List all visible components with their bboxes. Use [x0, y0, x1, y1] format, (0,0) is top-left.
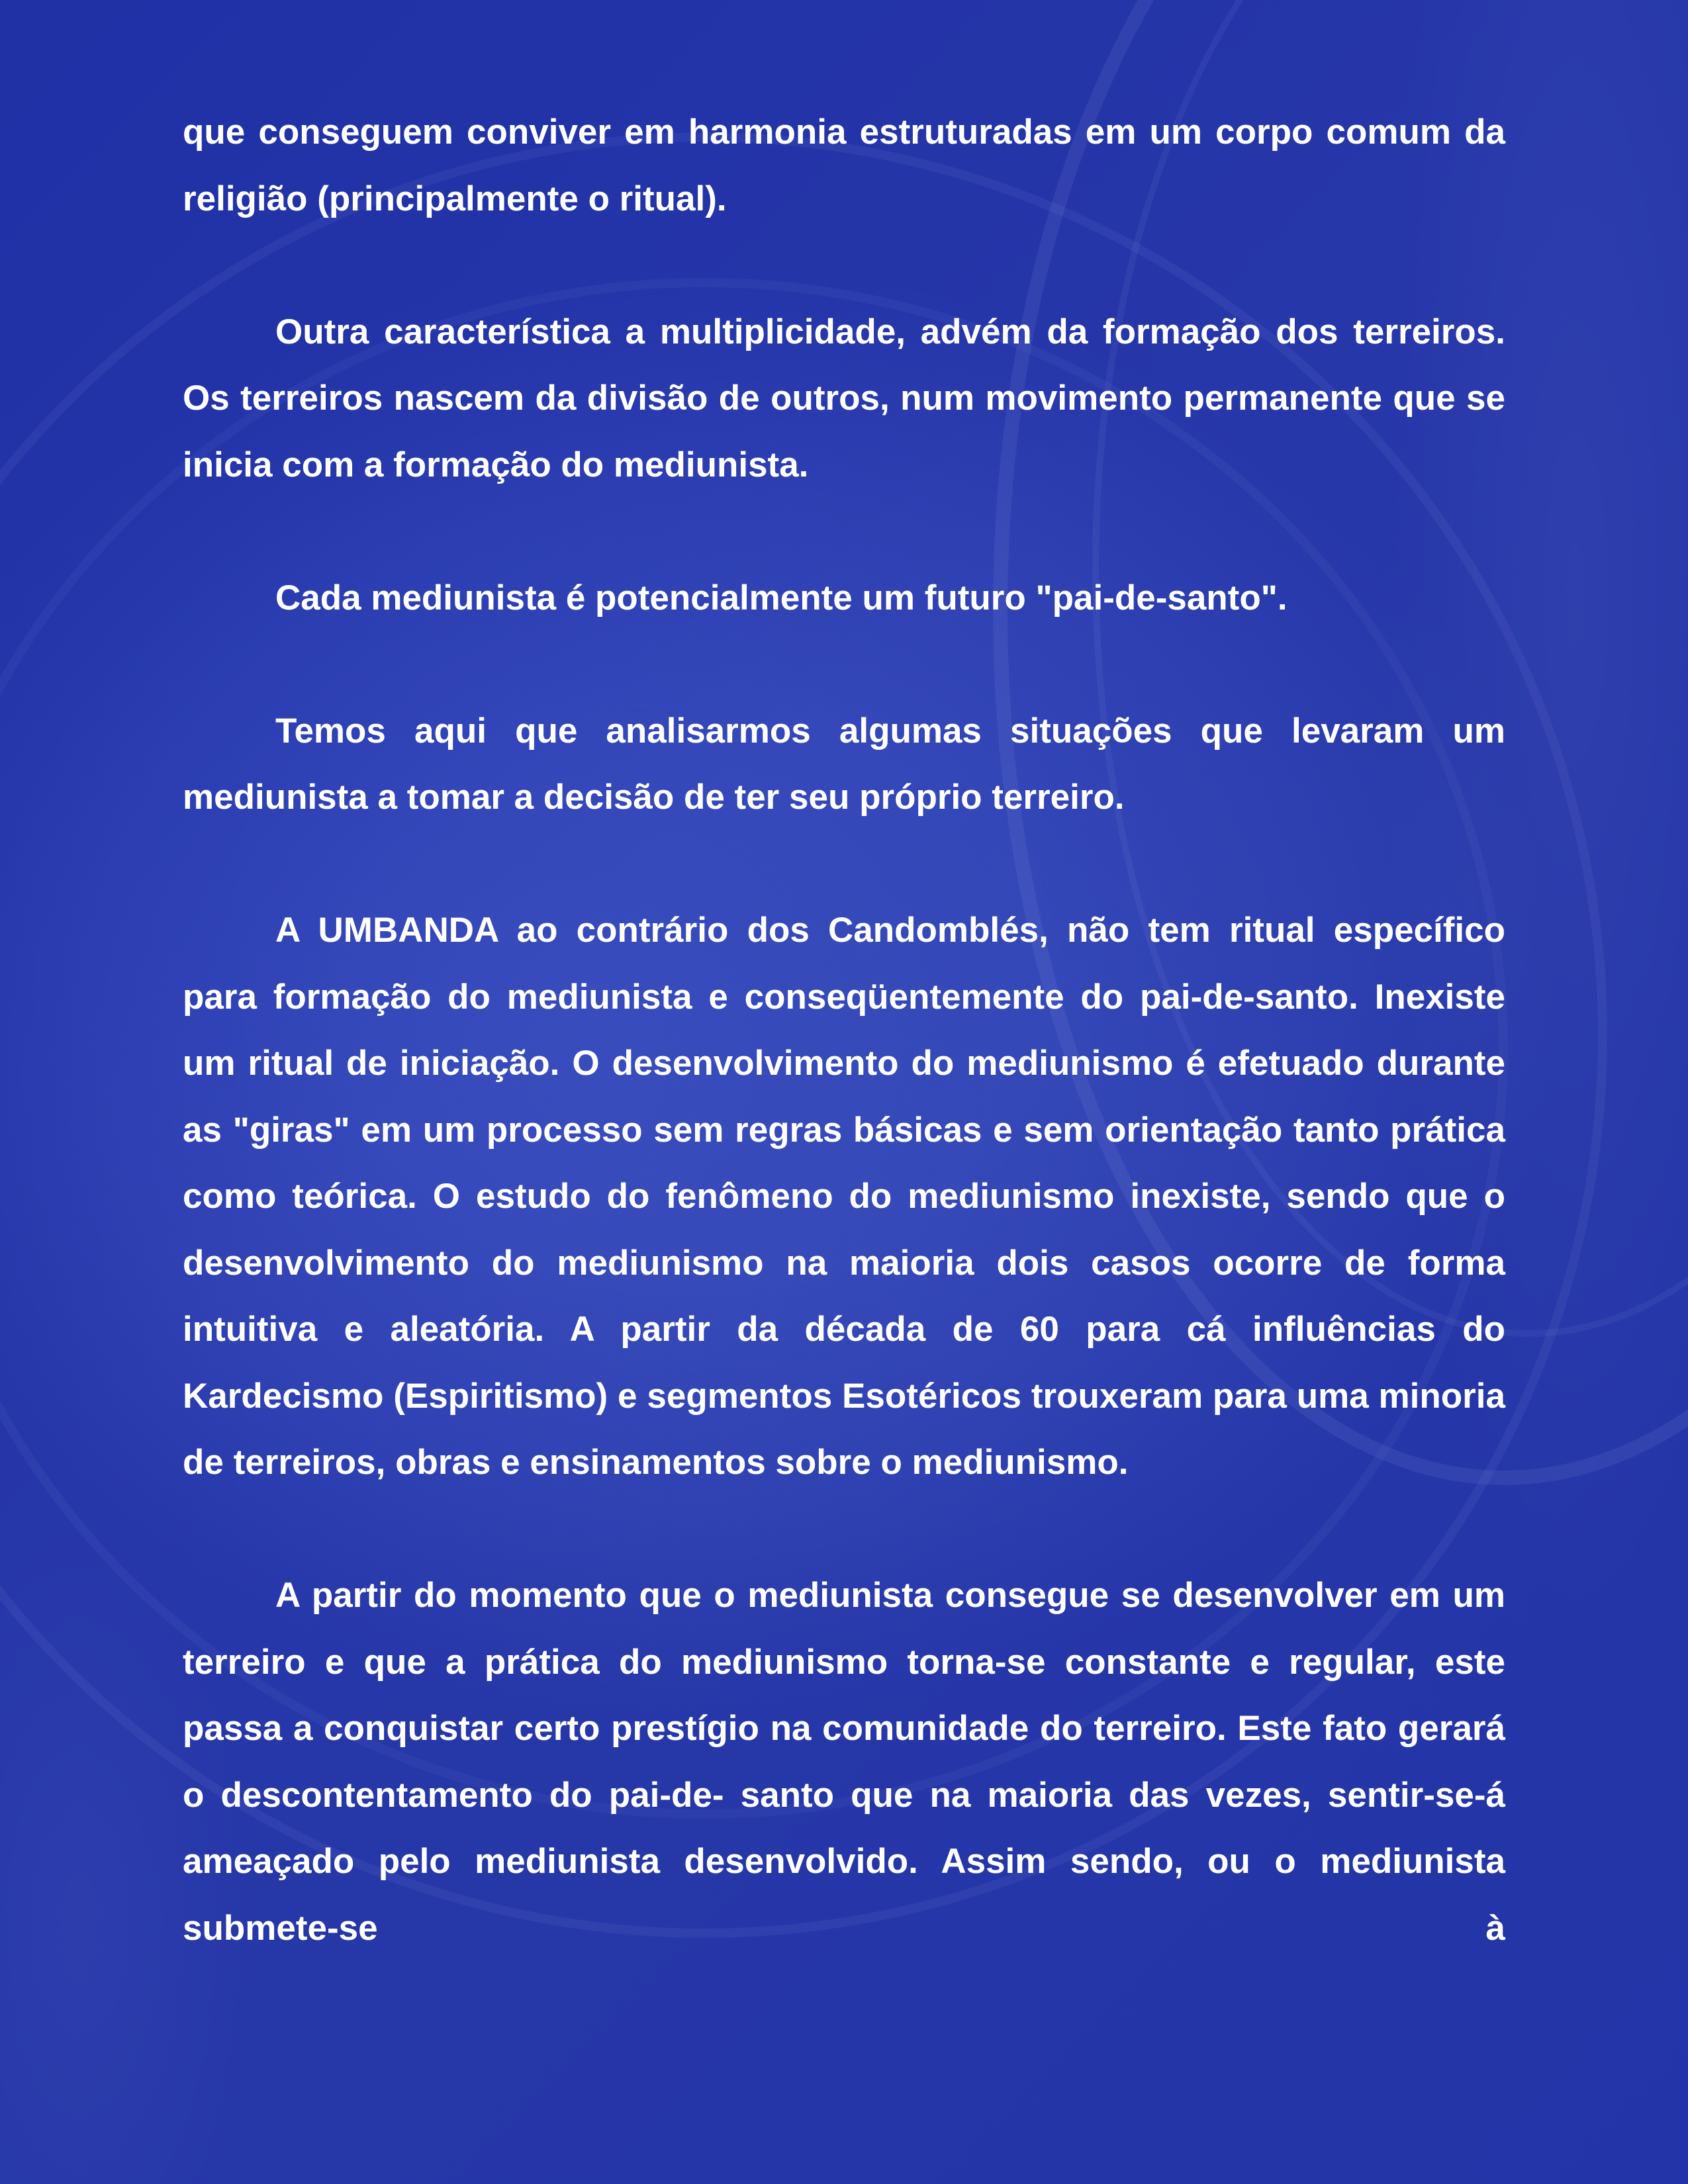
- paragraph-1: que conseguem conviver em harmonia estruturadas em um corpo comum da religião (principalmente o ritual).: [183, 113, 1505, 218]
- paragraph-3: Cada mediunista é potencialmente um futuro "pai-de-santo".: [275, 578, 1288, 617]
- document-body: [183, 99, 1505, 2028]
- paragraph-6: A partir do momento que o mediunista consegue se desenvolver em um terreiro e que a prática do mediunismo torna-se constante e regular, este passa a conquistar certo prestígio na comunidade do terreiro. Este fato gerará o descontentamento do pai-de- santo que na maioria das vezes, sentir-se-á ameaçado pelo mediunista desenvolvido. Assim sendo, ou o mediunista submete-se à: [183, 1576, 1505, 1948]
- paragraph-5: A UMBANDA ao contrário dos Candomblés, não tem ritual específico para formação do mediunista e conseqüentemente do pai-de-santo. Inexiste um ritual de iniciação. O desenvolvimento do mediunismo é efetuado durante as "giras" em um processo sem regras básicas e sem orientação tanto prática como teórica. O estudo do fenômeno do mediunismo inexiste, sendo que o desenvolvimento do mediunismo na maioria dois casos ocorre de forma intuitiva e aleatória. A partir da década de 60 para cá influências do Kardecismo (Espiritismo) e segmentos Esotéricos trouxeram para uma minoria de terreiros, obras e ensinamentos sobre o mediunismo.: [183, 911, 1505, 1482]
- paragraph-4: Temos aqui que analisarmos algumas situações que levaram um mediunista a tomar a decisão de ter seu próprio terreiro.: [183, 711, 1505, 817]
- paragraph-2: Outra característica a multiplicidade, advém da formação dos terreiros. Os terreiros nascem da divisão de outros, num movimento permanente que se inicia com a formação do mediunista.: [183, 312, 1505, 484]
